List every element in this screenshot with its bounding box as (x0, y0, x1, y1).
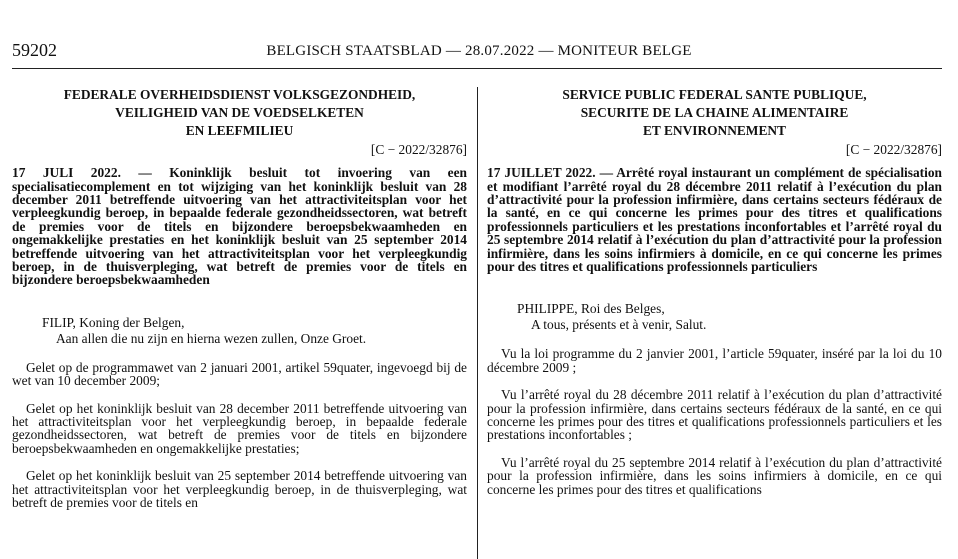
reference-number: [C − 2022/32876] (845, 142, 942, 157)
french-column (487, 86, 942, 496)
agency-name-nl (12, 86, 467, 140)
agency-line: ET ENVIRONNEMENT (643, 123, 786, 138)
agency-name-fr (487, 86, 942, 140)
dutch-column (12, 86, 467, 510)
decree-title: 17 JULI 2022. — Koninklijk besluit tot invoering van een specialisatiecomplement en tot wijziging van het koninklijk besluit van 28 december 2011 betreffende uitvoering van het attractiviteitsplan voor het verpleegkundig beroep, in bepaalde federale gezondheidssectoren, wat betreft de premies voor de titels en bijzondere beroepsbekwaamheden en ongemakkelijke prestaties en het koninklijk besluit van 25 september 2014 betreffende uitvoering van het attractiviteitsplan voor het verpleegkundig beroep, in de thuisverpleging, wat betreft de premies voor de titels en bijzondere beroepsbekwaamheden (12, 165, 467, 288)
agency-line: EN LEEFMILIEU (185, 123, 294, 138)
agency-line: SECURITE DE LA CHAINE ALIMENTAIRE (580, 105, 849, 120)
preamble-paragraph: Vu la loi programme du 2 janvier 2001, l’article 59quater, inséré par la loi du 10 décembre 2009 ; (487, 346, 942, 375)
reference-number: [C − 2022/32876] (370, 142, 467, 157)
preamble-paragraph: Gelet op het koninklijk besluit van 28 december 2011 betreffende uitvoering van het attractiviteitsplan voor het verpleegkundig beroep, in bepaalde federale gezondheidssectoren, wat betreft de premies voor de titels en bijzondere beroepsbekwaamheden en ongemakkelijke prestaties; (12, 400, 467, 456)
sovereign-line: PHILIPPE, Roi des Belges, (517, 301, 665, 317)
sovereign-line: FILIP, Koning der Belgen, (42, 314, 185, 330)
running-title: BELGISCH STAATSBLAD — 28.07.2022 — MONITEUR BELGE (266, 43, 692, 59)
agency-line: SERVICE PUBLIC FEDERAL SANTE PUBLIQUE, (562, 87, 867, 102)
preamble-paragraph: Vu l’arrêté royal du 25 septembre 2014 relatif à l’exécution du plan d’attractivité pour la profession infirmière, dans les soins infirmiers à domicile, en ce qui concerne les primes pour des titres et qualifications (487, 454, 942, 497)
preamble-paragraph: Gelet op het koninklijk besluit van 25 september 2014 betreffende uitvoering van het attractiviteitsplan voor het verpleegkundig beroep, in de thuisverpleging, wat betreft de premies voor de titels en (12, 468, 467, 511)
agency-line: FEDERALE OVERHEIDSDIENST VOLKSGEZONDHEID, (63, 87, 416, 102)
column-divider (477, 87, 478, 559)
page-number: 59202 (12, 40, 57, 60)
agency-line: VEILIGHEID VAN DE VOEDSELKETEN (115, 105, 364, 120)
greeting-line: A tous, présents et à venir, Salut. (531, 317, 707, 333)
preamble-paragraph: Vu l’arrêté royal du 28 décembre 2011 relatif à l’exécution du plan d’attractivité pour la profession infirmière, dans certains secteurs fédéraux de la santé, en ce qui concerne les primes pour des titres et qualifications professionnels particuliers et les prestations inconfortables ; (487, 387, 942, 443)
greeting-line: Aan allen die nu zijn en hierna wezen zullen, Onze Groet. (56, 330, 367, 346)
decree-title: 17 JUILLET 2022. — Arrêté royal instaurant un complément de spécialisation et modifiant l’arrêté royal du 28 décembre 2011 relatif à l’exécution du plan d’attractivité pour la profession infirmière, dans certains secteurs fédéraux de la santé, en ce qui concerne les primes pour des titres et qualifications professionnels particuliers et les prestations inconfortables et l’arrêté royal du 25 septembre 2014 relatif à l’exécution du plan d’attractivité pour la profession infirmière, dans les soins infirmiers à domicile, en ce qui concerne les primes pour des titres et qualifications professionnels particuliers (487, 165, 942, 275)
header-rule (12, 68, 942, 69)
preamble-paragraph: Gelet op de programmawet van 2 januari 2001, artikel 59quater, ingevoegd bij de wet van 10 december 2009; (12, 359, 467, 389)
